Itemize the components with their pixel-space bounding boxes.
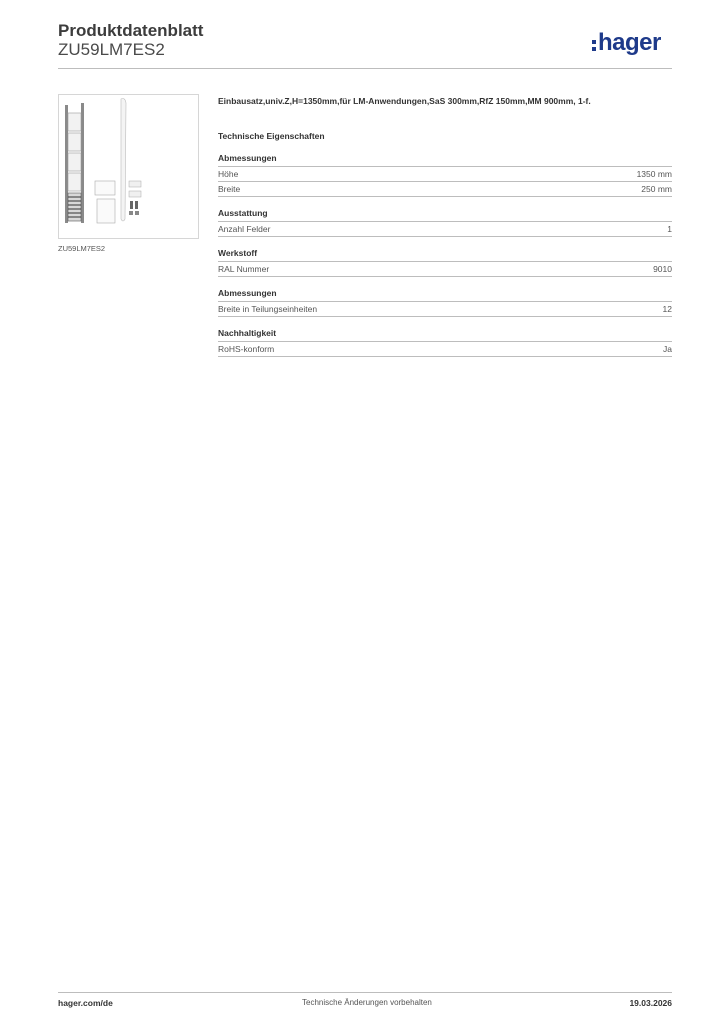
footer-notice: Technische Änderungen vorbehalten <box>302 998 432 1007</box>
article-number: ZU59LM7ES2 <box>58 40 165 59</box>
property-value: 1 <box>667 224 672 234</box>
image-caption: ZU59LM7ES2 <box>58 244 106 253</box>
property-value: 250 mm <box>641 184 672 194</box>
product-image <box>58 94 199 239</box>
product-details <box>218 94 672 357</box>
section-material <box>218 247 672 277</box>
property-value: 12 <box>662 304 672 314</box>
section-dimensions-units <box>218 287 672 317</box>
property-value: Ja <box>663 344 672 354</box>
property-label: Breite <box>218 184 241 194</box>
property-label: RoHS-konform <box>218 344 275 354</box>
footer-website-link[interactable]: hager.com/de <box>58 998 113 1008</box>
section-title: Abmessungen <box>218 152 672 167</box>
product-description: Einbausatz,univ.Z,H=1350mm,für LM-Anwendungen,SaS 300mm,RfZ 150mm,MM 900mm, 1-f. <box>218 96 591 106</box>
property-label: Breite in Teilungseinheiten <box>218 304 318 314</box>
logo-text: hager <box>598 29 661 56</box>
section-title: Nachhaltigkeit <box>218 327 672 342</box>
footer-divider <box>58 992 672 993</box>
section-sustainability <box>218 327 672 357</box>
logo-dots-icon <box>592 40 596 51</box>
property-label: Höhe <box>218 169 239 179</box>
footer-date: 19.03.2026 <box>629 998 672 1008</box>
property-value: 1350 mm <box>636 169 672 179</box>
document-title: Produktdatenblatt <box>58 21 204 40</box>
property-row <box>218 222 672 237</box>
property-row <box>218 262 672 277</box>
product-illustration-icon <box>59 95 198 238</box>
section-title: Werkstoff <box>218 247 672 262</box>
technical-properties-title: Technische Eigenschaften <box>218 131 325 141</box>
section-title: Ausstattung <box>218 207 672 222</box>
property-label: Anzahl Felder <box>218 224 271 234</box>
property-row <box>218 182 672 197</box>
hager-logo[interactable] <box>592 28 661 58</box>
property-row <box>218 302 672 317</box>
section-title: Abmessungen <box>218 287 672 302</box>
section-dimensions <box>218 152 672 197</box>
section-equipment <box>218 207 672 237</box>
property-label: RAL Nummer <box>218 264 270 274</box>
property-row <box>218 342 672 357</box>
header-divider <box>58 68 672 69</box>
property-value: 9010 <box>653 264 672 274</box>
property-row <box>218 167 672 182</box>
